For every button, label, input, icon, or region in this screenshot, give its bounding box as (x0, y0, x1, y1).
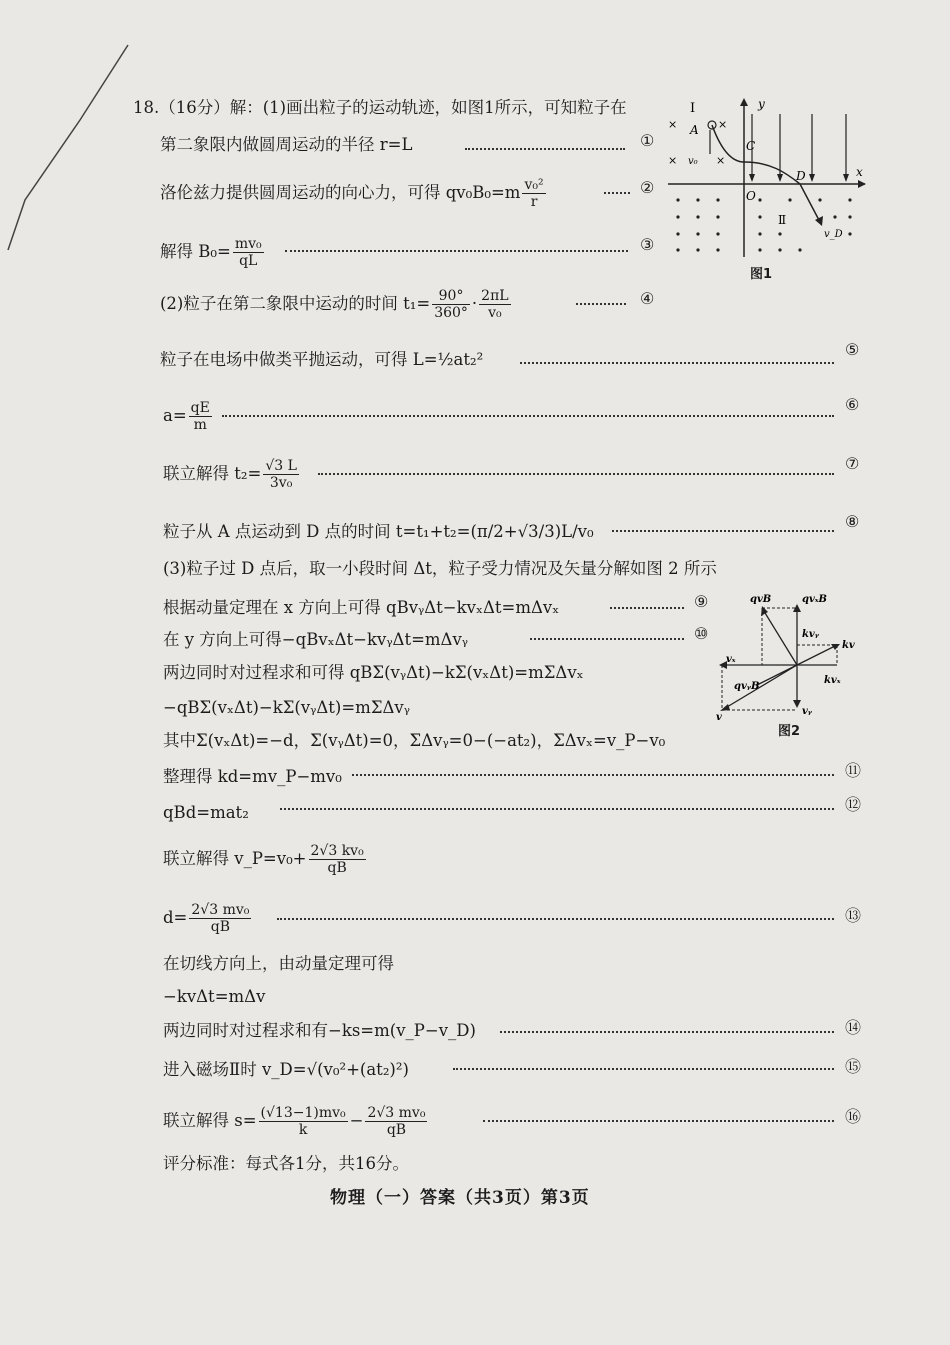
kvy-label: kvᵧ (802, 629, 819, 640)
decomposition-lines (722, 608, 837, 710)
x-axis-label: x (856, 165, 863, 179)
marker-15: ⑮ (845, 1057, 862, 1076)
marker-8: ⑧ (845, 512, 860, 531)
point-a-label: A (690, 123, 699, 137)
sum-y-equation: −qBΣ(vₓΔt)−kΣ(vᵧΔt)=mΣΔvᵧ (163, 698, 410, 717)
cross-mark: × (668, 118, 678, 131)
region-i-label: I (690, 101, 696, 116)
qvxb-label: qvₓB (802, 594, 828, 605)
kv-label: kv (842, 640, 855, 651)
y-axis-arrow (740, 98, 748, 106)
tangent-momentum-intro: 在切线方向上，由动量定理可得 (163, 954, 394, 973)
marker-14: ⑭ (845, 1018, 862, 1037)
trajectory-arrow (815, 216, 823, 226)
marker-16: ⑯ (845, 1107, 862, 1126)
qvb-label: qvB (750, 594, 772, 605)
leader-dots (318, 473, 834, 475)
cross-mark: × (668, 154, 678, 167)
part3-intro: (3)粒子过 D 点后，取一小段时间 Δt，粒子受力情况及矢量分解如图 2 所示 (163, 559, 717, 578)
cross-mark: × (718, 118, 728, 131)
projectile-equation: 粒子在电场中做类平抛运动，可得 L=½at₂² (160, 350, 484, 369)
leader-dots (610, 607, 684, 609)
kvx-label: kvₓ (824, 675, 841, 686)
vd-label: v_D (824, 229, 843, 240)
leader-dots (576, 303, 626, 305)
leader-dots (612, 530, 834, 532)
qbd-equation: qBd=mat₂ (163, 803, 249, 822)
marker-4: ④ (640, 289, 655, 308)
vd-equation: 进入磁场Ⅱ时 v_D=√(v₀²+(at₂)²) (163, 1060, 409, 1079)
v0-label: v₀ (688, 156, 698, 167)
qvyb-vector (757, 665, 797, 685)
vy-label: vᵧ (802, 706, 812, 717)
total-time-equation: 粒子从 A 点运动到 D 点的时间 t=t₁+t₂=(π/2+√3/3)L/v₀ (163, 522, 594, 541)
vx-label: vₓ (726, 654, 736, 665)
momentum-x-equation: 根据动量定理在 x 方向上可得 qBvᵧΔt−kvₓΔt=mΔvₓ (163, 598, 560, 617)
s-solution: 联立解得 s= $\frac{\text{(√13−1)mv₀}}{k}$ − $\frac{\text{2√3 mv₀}}{qB}$ (163, 1105, 426, 1138)
marker-6: ⑥ (845, 395, 860, 414)
y-axis-label: y (758, 97, 765, 111)
radius-statement: 第二象限内做圆周运动的半径 r=L (160, 135, 413, 154)
leader-dots (500, 1031, 834, 1033)
leader-dots (222, 415, 834, 417)
qvyb-label: qvᵧB (734, 681, 760, 692)
marker-3: ③ (640, 235, 655, 254)
t2-solution: 联立解得 t₂= $\frac{√3 L}{\text{3v₀}}$ (163, 458, 297, 491)
leader-dots (280, 808, 834, 810)
tangent-momentum-equation: −kvΔt=mΔv (163, 987, 266, 1006)
kd-equation: 整理得 kd=mv_P−mv₀ (163, 767, 342, 786)
magnetic-field-dots (676, 198, 851, 251)
page-footer: 物理（一）答案（共3页）第3页 (330, 1188, 590, 1208)
figure-1-caption: 图1 (750, 267, 773, 282)
leader-dots (520, 362, 834, 364)
vp-solution: 联立解得 v_P=v₀+ $\frac{\text{2√3 kv₀}}{qB}$ (163, 843, 364, 876)
marker-11: ⑪ (845, 761, 862, 780)
origin-label: O (746, 189, 756, 203)
problem-heading: 18.（16分）解：(1)画出粒子的运动轨迹，如图1所示，可知粒子在 (133, 98, 627, 117)
figure-2-caption: 图2 (778, 724, 801, 739)
point-c-label: C (746, 139, 756, 153)
leader-dots (277, 918, 834, 920)
leader-dots (530, 638, 684, 640)
marker-2: ② (640, 178, 655, 197)
marker-12: ⑫ (845, 795, 862, 814)
leader-dots (465, 148, 625, 150)
marker-1: ① (640, 131, 655, 150)
marker-7: ⑦ (845, 454, 860, 473)
marker-9: ⑨ (694, 592, 709, 611)
vector-arrowheads (719, 604, 840, 711)
kv-vector (797, 645, 837, 665)
cross-mark: × (716, 154, 726, 167)
marker-10: ⑩ (694, 624, 709, 643)
v-label: v (716, 712, 722, 720)
x-axis-arrow (858, 180, 866, 188)
sum-x-equation: 两边同时对过程求和可得 qBΣ(vᵧΔt)−kΣ(vₓΔt)=mΣΔvₓ (163, 663, 584, 682)
acceleration-equation: a= $\frac{qE}{m}$ (163, 400, 210, 433)
figure-2-diagram (712, 590, 862, 720)
leader-dots (604, 192, 630, 194)
leader-dots (483, 1120, 834, 1122)
qvb-vector (762, 608, 797, 665)
d-solution: d= $\frac{\text{2√3 mv₀}}{qB}$ (163, 902, 250, 935)
marker-13: ⑬ (845, 906, 862, 925)
b0-solution: 解得 B₀= $\frac{\text{mv₀}}{qL}$ (160, 236, 262, 269)
sum-values: 其中Σ(vₓΔt)=−d，Σ(vᵧΔt)=0，ΣΔvᵧ=0−(−at₂)，ΣΔvₓ=v_P−v₀ (163, 731, 666, 750)
leader-dots (285, 250, 628, 252)
sum-tangent-equation: 两边同时对过程求和有−ks=m(v_P−v_D) (163, 1021, 476, 1040)
momentum-y-equation: 在 y 方向上可得−qBvₓΔt−kvᵧΔt=mΔvᵧ (163, 630, 469, 649)
point-d-label: D (796, 169, 806, 183)
figure-1-diagram (660, 92, 870, 262)
scoring-standard: 评分标准：每式各1分，共16分。 (163, 1154, 409, 1173)
lorentz-force-equation: 洛伦兹力提供圆周运动的向心力，可得 qv₀B₀=m $\frac{\text{v₀²}}{r}$ (160, 177, 544, 210)
marker-5: ⑤ (845, 340, 860, 359)
leader-dots (352, 774, 834, 776)
region-ii-label: Ⅱ (778, 213, 787, 227)
time-t1-equation: (2)粒子在第二象限中运动的时间 t₁= $\frac{90^\circ}{360^\circ}$ · $\frac{2\pi L}{\text{v₀}}$ (160, 288, 509, 321)
leader-dots (453, 1068, 834, 1070)
